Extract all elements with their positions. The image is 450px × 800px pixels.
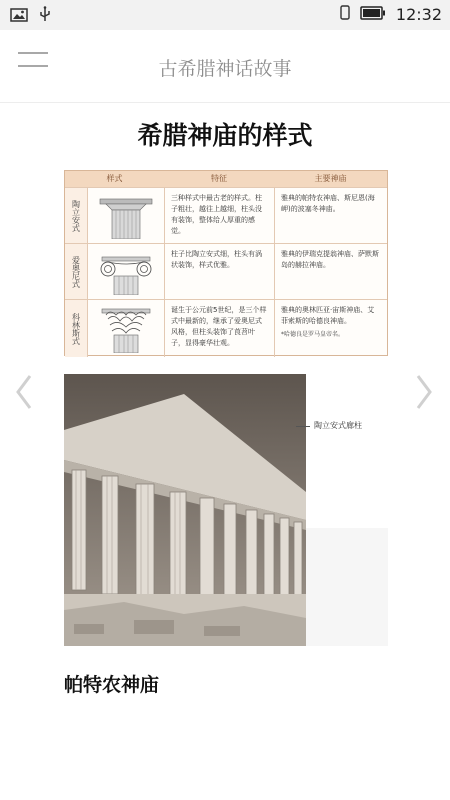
table-row <box>65 299 387 357</box>
photo-caption: 帕特农神庙 <box>64 674 160 696</box>
doric-capital-image <box>88 188 165 243</box>
corinthian-capital-image <box>88 300 165 357</box>
style-temple: 雅典的帕特农神庙、斯尼恩(海岬)的波塞冬神庙。 <box>281 194 375 213</box>
style-feature: 诞生于公元前5世纪，是三个样式中最新的，继承了爱奥尼式风格，但柱头装饰了莨苕叶子，显得豪华壮观。 <box>165 300 275 357</box>
photo-overexposed-corner <box>306 528 388 646</box>
style-name: 爱奥尼式 <box>65 244 88 299</box>
parthenon-photo <box>64 374 306 646</box>
usb-icon <box>38 6 52 26</box>
previous-page-arrow-icon[interactable] <box>12 372 36 412</box>
style-temple: 雅典的伊瑞克提翁神庙、萨默斯岛的赫拉神庙。 <box>281 250 379 269</box>
status-bar <box>0 0 450 30</box>
table-header-temple: 主要神庙 <box>314 174 347 183</box>
table-header-style: 样式 <box>106 174 123 183</box>
app-title: 古希腊神话故事 <box>158 58 292 80</box>
next-page-arrow-icon[interactable] <box>412 372 436 412</box>
reader-page <box>0 102 450 800</box>
table-header-feature: 特征 <box>211 174 227 183</box>
style-feature: 柱子比陶立安式细，柱头有涡状装饰，样式优雅。 <box>165 244 275 299</box>
photo-label: 陶立安式廊柱 <box>314 421 362 430</box>
style-name: 科林斯式 <box>65 300 88 357</box>
table-row <box>65 243 387 299</box>
temple-text: 雅典的奥林匹亚·宙斯神庙、艾菲索斯的哈德良神庙。 <box>281 306 375 325</box>
page-heading: 希腊神庙的样式 <box>137 121 313 150</box>
table-header <box>65 171 387 187</box>
style-feature: 三种样式中最古老的样式。柱子粗壮，越往上越细，柱头没有装饰，整体给人厚重的感觉。 <box>165 188 275 243</box>
portrait-lock-icon <box>340 5 350 24</box>
footnote: *哈德良是罗马皇帝名。 <box>281 331 345 338</box>
style-name: 陶立安式 <box>65 188 88 243</box>
temple-style-table <box>64 170 388 356</box>
label-pointer-line <box>296 426 310 427</box>
table-row <box>65 187 387 243</box>
style-temple <box>275 300 387 357</box>
battery-icon <box>360 5 386 24</box>
status-time: 12:32 <box>395 5 442 24</box>
ionic-capital-image <box>88 244 165 299</box>
app-bar <box>0 30 450 103</box>
image-notification-icon <box>10 7 28 26</box>
